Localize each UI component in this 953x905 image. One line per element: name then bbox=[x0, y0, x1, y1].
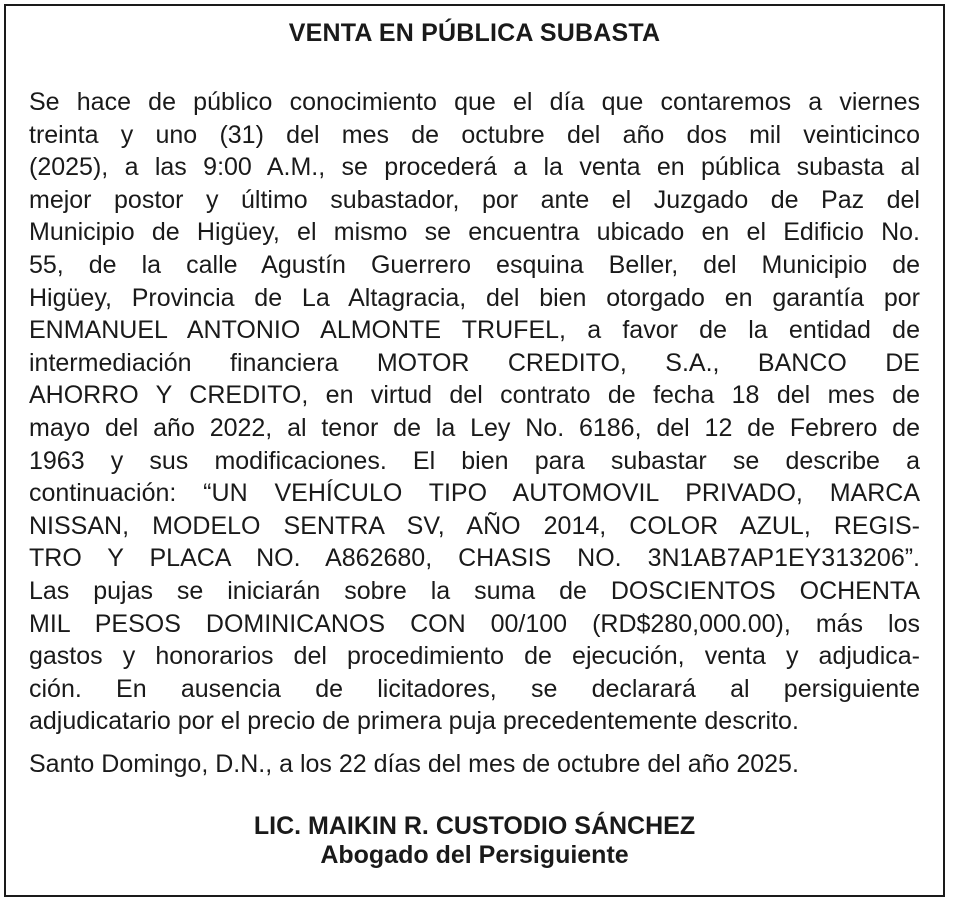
body-line: ENMANUEL ANTONIO ALMONTE TRUFEL, a favor de la entidad de bbox=[29, 316, 920, 345]
body-line: NISSAN, MODELO SENTRA SV, AÑO 2014, COLOR AZUL, REGIS- bbox=[29, 511, 920, 540]
body-line: adjudicatario por el precio de primera puja precedentemente descrito. bbox=[29, 707, 799, 736]
body-line: 1963 y sus modificaciones. El bien para subastar se describe a bbox=[29, 446, 920, 475]
signature-role: Abogado del Persiguiente bbox=[320, 841, 629, 869]
signature-name: LIC. MAIKIN R. CUSTODIO SÁNCHEZ bbox=[253, 812, 696, 840]
date-line: Santo Domingo, D.N., a los 22 días del mes de octubre del año 2025. bbox=[29, 750, 799, 778]
body-line: AHORRO Y CREDITO, en virtud del contrato de fecha 18 del mes de bbox=[29, 381, 920, 410]
body-line: (2025), a las 9:00 A.M., se procederá a la venta en pública subasta al bbox=[29, 153, 920, 182]
body-line: Se hace de público conocimiento que el día que contaremos a viernes bbox=[29, 88, 920, 116]
signature-block bbox=[6, 812, 943, 870]
body-line: TRO Y PLACA NO. A862680, CHASIS NO. 3N1AB7AP1EY313206”. bbox=[29, 544, 920, 573]
notice-body bbox=[29, 86, 920, 738]
body-line: mejor postor y último subastador, por ante el Juzgado de Paz del bbox=[29, 185, 920, 214]
body-line: Las pujas se iniciarán sobre la suma de DOSCIENTOS OCHENTA bbox=[29, 576, 920, 605]
body-line: gastos y honorarios del procedimiento de ejecución, venta y adjudica- bbox=[29, 642, 920, 671]
body-line: Municipio de Higüey, el mismo se encuentra ubicado en el Edificio No. bbox=[29, 218, 920, 247]
body-line: continuación: “UN VEHÍCULO TIPO AUTOMOVIL PRIVADO, MARCA bbox=[29, 479, 920, 508]
body-line: ción. En ausencia de licitadores, se declarará al persiguiente bbox=[29, 674, 920, 703]
body-line: intermediación financiera MOTOR CREDITO, S.A., BANCO DE bbox=[29, 348, 920, 377]
body-line: treinta y uno (31) del mes de octubre del año dos mil veinticinco bbox=[29, 120, 920, 149]
body-line: mayo del año 2022, al tenor de la Ley No. 6186, del 12 de Febrero de bbox=[29, 413, 920, 442]
body-line: 55, de la calle Agustín Guerrero esquina Beller, del Municipio de bbox=[29, 250, 920, 279]
body-line: Higüey, Provincia de La Altagracia, del bien otorgado en garantía por bbox=[29, 283, 920, 312]
legal-notice bbox=[4, 4, 945, 897]
body-line: MIL PESOS DOMINICANOS CON 00/100 (RD$280,000.00), más los bbox=[29, 609, 920, 638]
notice-title: VENTA EN PÚBLICA SUBASTA bbox=[288, 19, 661, 47]
